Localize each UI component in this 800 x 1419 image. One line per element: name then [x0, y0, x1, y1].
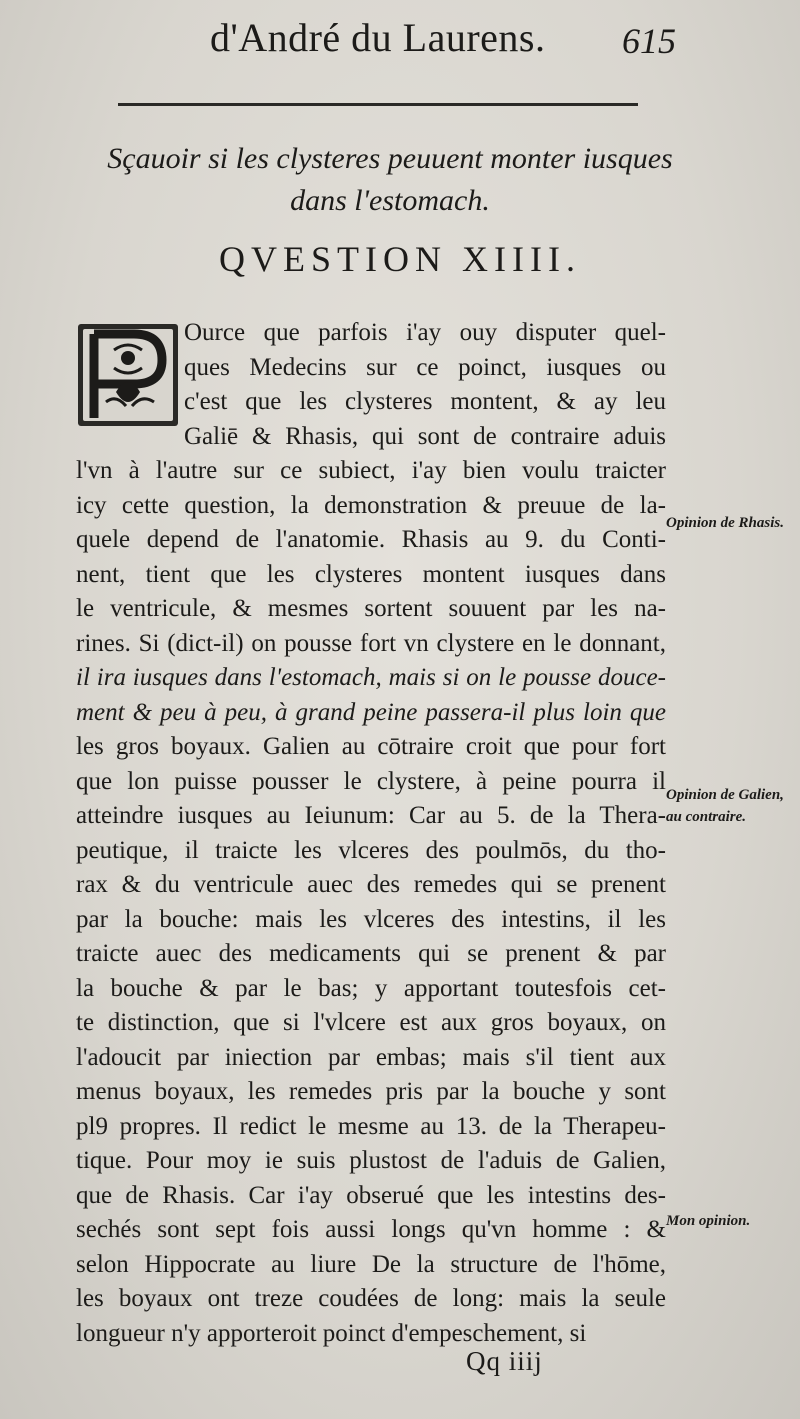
signature-mark: Qq iiij [466, 1346, 543, 1376]
running-head: d'André du Laurens. [210, 15, 546, 60]
margin-note-rhasis: Opinion de Rhasis. [666, 515, 784, 531]
text-line: longueur n'y apporteroit poinct d'empeschement, si [76, 1319, 587, 1347]
title-line: dans l'estomach. [290, 184, 490, 217]
text-line: traicte auec des medicaments qui se prenent & par [76, 940, 666, 967]
text-line: par la bouche: mais les vlceres des intestins, il les [76, 905, 666, 933]
text-line: les boyaux ont treze coudées de long: mais la seule [76, 1285, 666, 1312]
text-line: les gros boyaux. Galien au cōtraire croit que pour fort [76, 733, 666, 760]
text-line: l'vn à l'autre sur ce subiect, i'ay bien voulu traicter [76, 457, 666, 484]
text-line: menus boyaux, les remedes pris par la bouche y sont [76, 1078, 666, 1105]
body-text [76, 316, 666, 1351]
text-line: sechés sont sept fois aussi longs qu'vn homme : & [76, 1216, 666, 1243]
text-line: selon Hippocrate au liure De la structure de l'hōme, [76, 1250, 666, 1278]
question-heading: QVESTION XIIII. [219, 239, 581, 279]
text-line: ment & peu à peu, à grand peine passera-il plus loin que [76, 698, 666, 726]
text-line: icy cette question, la demonstration & preuue de la- [76, 491, 666, 519]
text-line: peutique, il traicte les vlceres des poulmōs, du tho- [76, 836, 666, 864]
title-line: Sçauoir si les clysteres peuuent monter iusques [107, 142, 673, 175]
text-line: atteindre iusques au Ieiunum: Car au 5. de la Thera- [76, 802, 666, 829]
text-line: que lon puisse pousser le clystere, à peine pourra il [76, 767, 666, 795]
text-line: te distinction, que si l'vlcere est aux gros boyaux, on [76, 1009, 666, 1036]
text-line: le ventricule, & mesmes sortent souuent par les na- [76, 595, 666, 622]
text-line: la bouche & par le bas; y apportant toutesfois cet- [76, 974, 666, 1002]
text-line: pl9 propres. Il redict le mesme au 13. de la Therapeu- [76, 1112, 666, 1140]
text-line: c'est que les clysteres montent, & ay leu [184, 388, 666, 415]
text-line: rines. Si (dict-il) on pousse fort vn clystere en le donnant, [76, 629, 666, 657]
text-line: ques Medecins sur ce poinct, iusques ou [184, 353, 666, 381]
text-line: l'adoucit par iniection par embas; mais s'il tient aux [76, 1043, 666, 1071]
header-rule [118, 103, 638, 106]
chapter-title [90, 138, 690, 222]
text-line: nent, tient que les clysteres montent iusques dans [76, 560, 666, 588]
text-line: quele depend de l'anatomie. Rhasis au 9. du Conti- [76, 526, 666, 553]
margin-note-galien: Opinion de Galien, au contraire. [666, 787, 784, 825]
text-line: rax & du ventricule auec des remedes qui se prenent [76, 871, 666, 898]
text-line: tique. Pour moy ie suis plustost de l'aduis de Galien, [76, 1147, 666, 1174]
margin-note-mon-opinion: Mon opinion. [666, 1213, 751, 1229]
text-line: que de Rhasis. Car i'ay obserué que les intestins des- [76, 1181, 666, 1209]
text-line: Ource que parfois i'ay ouy disputer quel- [184, 319, 666, 346]
text-line: il ira iusques dans l'estomach, mais si on le pousse douce- [76, 664, 666, 691]
text-line: Galiē & Rhasis, qui sont de contraire aduis [184, 422, 666, 450]
page-number: 615 [622, 21, 676, 61]
